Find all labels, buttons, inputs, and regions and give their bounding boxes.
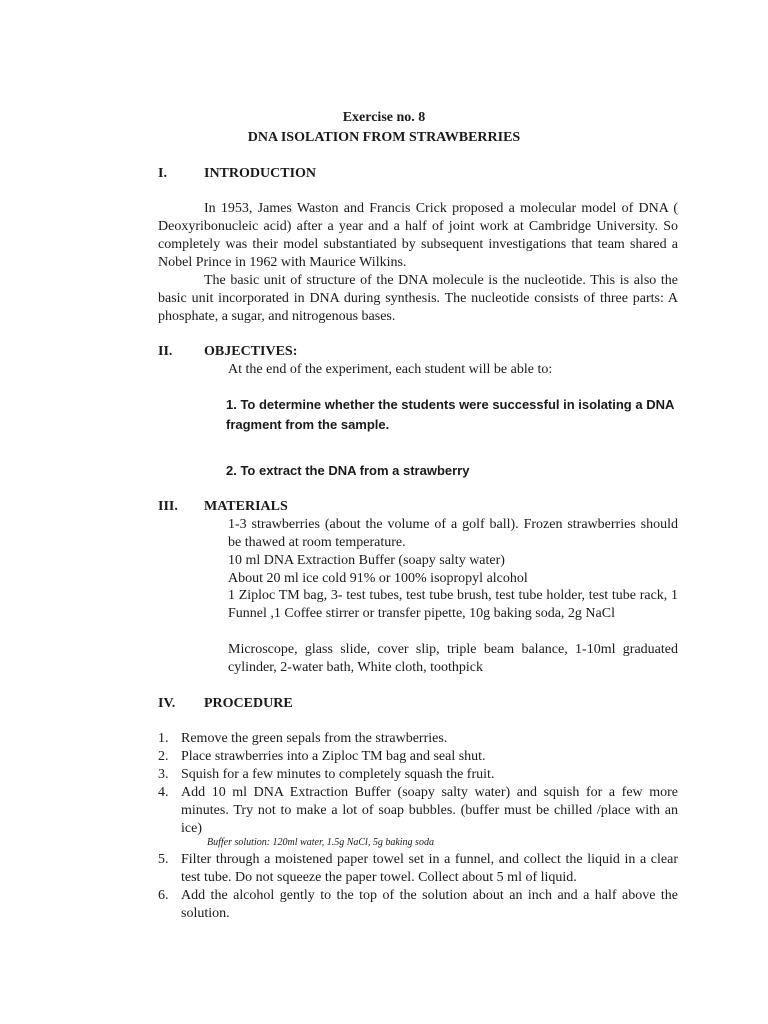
materials-item: About 20 ml ice cold 91% or 100% isopropyl alcohol bbox=[228, 571, 528, 586]
procedure-step-text: Remove the green sepals from the strawberries. bbox=[181, 731, 448, 746]
materials-item: Microscope, glass slide, cover slip, triple beam balance, 1-10ml graduated cylinder, 2-water bath, White cloth, toothpick bbox=[228, 642, 678, 675]
materials-item: 1 Ziploc TM bag, 3- test tubes, test tube brush, test tube holder, test tube rack, 1 Funnel ,1 Coffee stirrer or transfer pipette, 10g baking soda, 2g NaCl bbox=[228, 588, 678, 621]
procedure-step-number: 5. bbox=[158, 852, 169, 867]
introduction-paragraph-1: In 1953, James Waston and Francis Crick proposed a molecular model of DNA ( Deoxyribonucleic acid) after a year and a half of joint work at Cambridge University. So completely was their model substantiated by subsequent investigations that team shared a Nobel Prince in 1962 with Maurice Wilkins. bbox=[158, 201, 678, 270]
section-heading-materials: MATERIALS bbox=[204, 499, 288, 514]
section-number-procedure: IV. bbox=[158, 696, 176, 711]
objective-item-2: 2. To extract the DNA from a strawberry bbox=[226, 463, 470, 478]
procedure-step-text: Squish for a few minutes to completely squash the fruit. bbox=[181, 767, 495, 782]
buffer-solution-note: Buffer solution: 120ml water, 1.5g NaCl, 5g baking soda bbox=[207, 837, 434, 848]
procedure-step-number: 1. bbox=[158, 731, 169, 746]
procedure-step-text: Add the alcohol gently to the top of the solution about an inch and a half above the solution. bbox=[181, 888, 678, 921]
procedure-step-text: Place strawberries into a Ziploc TM bag and seal shut. bbox=[181, 749, 486, 764]
exercise-number: Exercise no. 8 bbox=[342, 110, 426, 125]
objective-item-1: 1. To determine whether the students were successful in isolating a DNA fragment from the sample. bbox=[226, 397, 674, 432]
procedure-step-text: Filter through a moistened paper towel set in a funnel, and collect the liquid in a clear test tube. Do not squeeze the paper towel. Collect about 5 ml of liquid. bbox=[181, 852, 678, 885]
document-title: DNA ISOLATION FROM STRAWBERRIES bbox=[247, 130, 521, 145]
materials-item: 10 ml DNA Extraction Buffer (soapy salty water) bbox=[228, 553, 505, 568]
section-heading-procedure: PROCEDURE bbox=[204, 696, 293, 711]
objectives-lead: At the end of the experiment, each student will be able to: bbox=[228, 362, 553, 377]
section-heading-objectives: OBJECTIVES: bbox=[204, 344, 298, 359]
introduction-paragraph-2: The basic unit of structure of the DNA molecule is the nucleotide. This is also the basic unit incorporated in DNA during synthesis. The nucleotide consists of three parts: A phosphate, a sugar, and nitrogenous bases. bbox=[158, 273, 678, 324]
procedure-step-text: Add 10 ml DNA Extraction Buffer (soapy salty water) and squish for a few more minutes. Try not to make a lot of soap bubbles. (buffer must be chilled /place with an ice) bbox=[181, 785, 678, 836]
materials-item: 1-3 strawberries (about the volume of a golf ball). Frozen strawberries should be thawed at room temperature. bbox=[228, 517, 678, 550]
section-number-introduction: I. bbox=[158, 166, 167, 181]
section-number-materials: III. bbox=[158, 499, 178, 514]
section-number-objectives: II. bbox=[158, 344, 173, 359]
procedure-step-number: 3. bbox=[158, 767, 169, 782]
procedure-step-number: 6. bbox=[158, 888, 169, 903]
section-heading-introduction: INTRODUCTION bbox=[204, 166, 317, 181]
procedure-step-number: 2. bbox=[158, 749, 169, 764]
procedure-step-number: 4. bbox=[158, 785, 169, 800]
